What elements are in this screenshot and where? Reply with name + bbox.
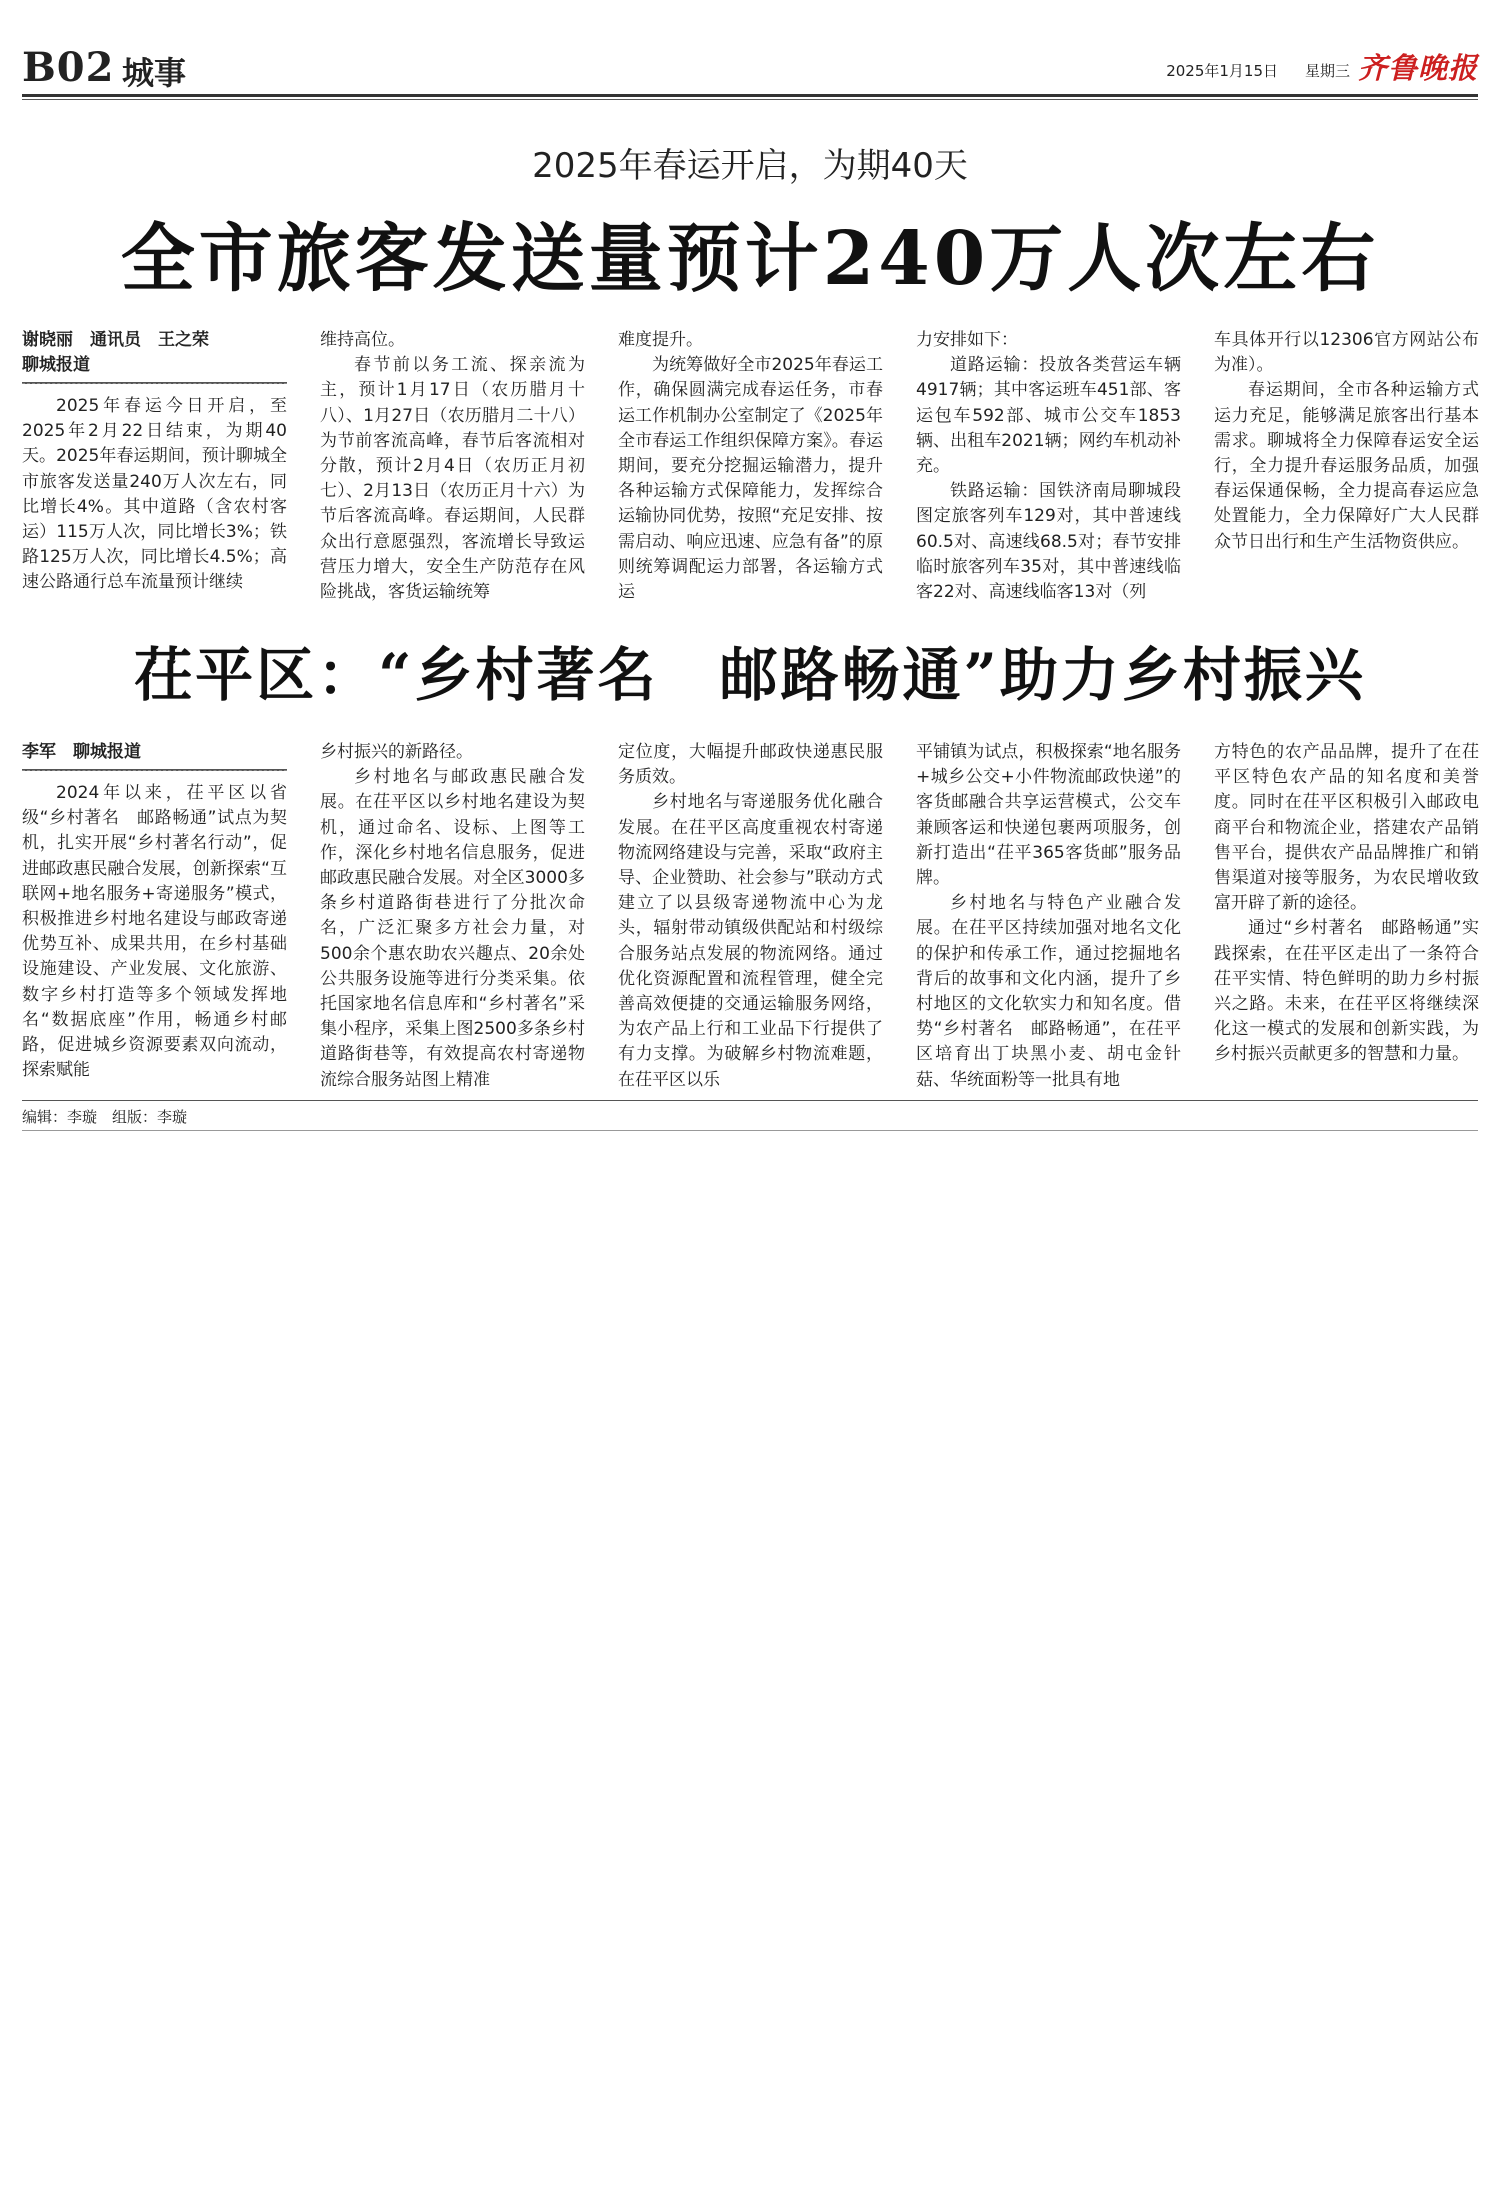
article2-column-1 (22, 740, 287, 1083)
paragraph: 平铺镇为试点，积极探索“地名服务+城乡公交+小件物流邮政快递”的客货邮融合共享运营模式，公交车兼顾客运和快递包裹两项服务，创新打造出“茌平365客货邮”服务品牌。 (916, 742, 1181, 889)
section-name: 城事 (122, 54, 187, 92)
masthead-logo: 齐鲁晚报 (1357, 51, 1478, 85)
header-divider-thin (22, 99, 1478, 100)
section-number: B02 (22, 44, 115, 91)
article1-body (22, 328, 1479, 603)
editor-credit: 编辑：李璇 组版：李璇 (22, 1108, 188, 1126)
paragraph: 方特色的农产品品牌，提升了在茌平区特色农产品的知名度和美誉度。同时在茌平区积极引入邮政电商平台和物流企业，搭建农产品销售平台，提供农产品品牌推广和销售渠道对接等服务，为农民增收致富开辟了新的途径。 (1214, 742, 1479, 914)
article2-column-4 (916, 740, 1181, 1093)
page-header (22, 38, 1478, 96)
article1-headline: 全市旅客发送量预计240万人次左右 (120, 216, 1380, 302)
article1-byline: 谢晓丽 通讯员 王之荣 (22, 330, 209, 350)
byline-divider (22, 769, 287, 771)
paragraph: 乡村地名与寄递服务优化融合发展。在茌平区高度重视农村寄递物流网络建设与完善，采取“政府主导、企业赞助、社会参与”联动方式建立了以县级寄递物流中心为龙头，辐射带动镇级供配站和村级综合服务站点发展的物流网络。通过优化资源配置和流程管理，健全完善高效便捷的交通运输服务网络，为农产品上行和工业品下行提供了有力支撑。为破解乡村物流难题，在茌平区以乐 (618, 792, 883, 1090)
article1-column-3 (618, 328, 883, 605)
issue-date: 2025年1月15日 (1166, 62, 1278, 80)
paragraph: 乡村地名与邮政惠民融合发展。在茌平区以乡村地名建设为契机，通过命名、设标、上图等工作，深化乡村地名信息服务，促进邮政惠民融合发展。对全区3000多条乡村道路街巷进行了分批次命名，广泛汇聚多方社会力量，对500余个惠农助农兴趣点、20余处公共服务设施等进行分类采集。依托国家地名信息库和“乡村著名”采集小程序，采集上图2500多条乡村道路街巷等，有效提高农村寄递物流综合服务站图上精准 (320, 767, 585, 1090)
paragraph: 乡村地名与特色产业融合发展。在茌平区持续加强对地名文化的保护和传承工作，通过挖掘地名背后的故事和文化内涵，提升了乡村地区的文化软实力和知名度。借势“乡村著名 邮路畅通”，在茌平区培育出丁块黑小麦、胡屯金针菇、华统面粉等一批具有地 (916, 893, 1181, 1090)
footer-divider-bottom (22, 1130, 1478, 1131)
footer-divider (22, 1100, 1478, 1101)
article2-column-5 (1214, 740, 1479, 1068)
header-divider (22, 94, 1478, 97)
paragraph: 春节前以务工流、探亲流为主，预计1月17日（农历腊月十八）、1月27日（农历腊月二十八）为节前客流高峰，春节后客流相对分散，预计2月4日（农历正月初七）、2月13日（农历正月十六）为节后客流高峰。春运期间，人民群众出行意愿强烈，客流增长导致运营压力增大，安全生产防范存在风险挑战，客货运输统筹 (320, 355, 585, 603)
article1-column-5 (1214, 328, 1479, 555)
paragraph: 铁路运输：国铁济南局聊城段图定旅客列车129对，其中普速线60.5对、高速线68.5对；春节安排临时旅客列车35对，其中普速线临客22对、高速线临客13对（列 (916, 481, 1181, 603)
paragraph: 通过“乡村著名 邮路畅通”实践探索，在茌平区走出了一条符合茌平实情、特色鲜明的助力乡村振兴之路。未来，在茌平区将继续深化这一模式的发展和创新实践，为乡村振兴贡献更多的智慧和力量。 (1214, 918, 1479, 1065)
paragraph: 力安排如下： (916, 330, 1018, 350)
paragraph: 定位度，大幅提升邮政快递惠民服务质效。 (618, 742, 883, 788)
paragraph: 车具体开行以12306官方网站公布为准）。 (1214, 330, 1479, 376)
article2-body (22, 740, 1478, 1090)
paragraph: 为统筹做好全市2025年春运工作，确保圆满完成春运任务，市春运工作机制办公室制定了《2025年全市春运工作组织保障方案》。春运期间，要充分挖掘运输潜力，提升各种运输方式保障能力，发挥综合运输协同优势，按照“充足安排、按需启动、响应迅速、应急有备”的原则统筹调配运力部署，各运输方式运 (618, 355, 883, 603)
article1-kicker: 2025年春运开启，为期40天 (532, 146, 968, 186)
article1-column-1 (22, 328, 287, 596)
article2-column-2 (320, 740, 585, 1093)
paragraph: 难度提升。 (618, 330, 703, 350)
article2-byline: 李军 聊城报道 (22, 742, 141, 762)
issue-weekday: 星期三 (1304, 62, 1350, 80)
paragraph: 2025年春运今日开启，至2025年2月22日结束，为期40天。2025年春运期间，预计聊城全市旅客发送量240万人次左右，同比增长4%。其中道路（含农村客运）115万人次，同比增长3%；铁路125万人次，同比增长4.5%；高速公路通行总车流量预计继续 (22, 396, 287, 593)
article1-byline-location: 聊城报道 (22, 355, 90, 375)
article2-headline: 茌平区：“乡村著名 邮路畅通”助力乡村振兴 (134, 641, 1366, 709)
paragraph: 春运期间，全市各种运输方式运力充足，能够满足旅客出行基本需求。聊城将全力保障春运安全运行，全力提升春运服务品质，加强春运保通保畅，全力提高春运应急处置能力，全力保障好广大人民群众节日出行和生产生活物资供应。 (1214, 380, 1479, 552)
article2-column-3 (618, 740, 883, 1093)
paragraph: 道路运输：投放各类营运车辆4917辆；其中客运班车451部、客运包车592部、城市公交车1853辆、出租车2021辆；网约车机动补充。 (916, 355, 1181, 477)
byline-divider (22, 382, 287, 384)
paragraph: 维持高位。 (320, 330, 405, 350)
article1-column-2 (320, 328, 585, 605)
article1-column-4 (916, 328, 1181, 605)
paragraph: 2024年以来，茌平区以省级“乡村著名 邮路畅通”试点为契机，扎实开展“乡村著名行动”，促进邮政惠民融合发展，创新探索“互联网+地名服务+寄递服务”模式，积极推进乡村地名建设与邮政寄递优势互补、成果共用，在乡村基础设施建设、产业发展、文化旅游、数字乡村打造等多个领域发挥地名“数据底座”作用，畅通乡村邮路，促进城乡资源要素双向流动，探索赋能 (22, 783, 287, 1081)
paragraph: 乡村振兴的新路径。 (320, 742, 473, 762)
